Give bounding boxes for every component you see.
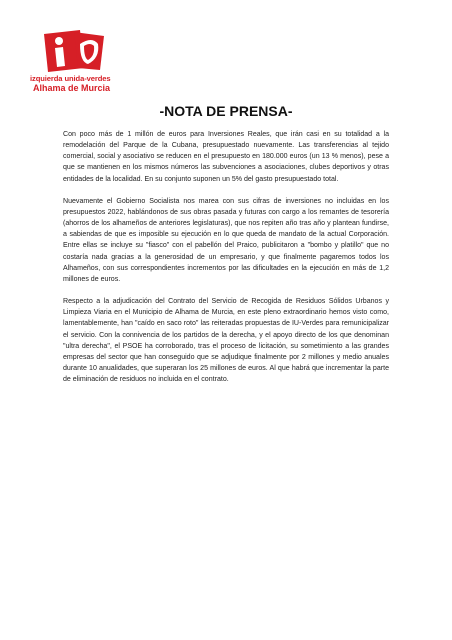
press-release-body	[63, 129, 389, 396]
page-title: -NOTA DE PRENSA-	[159, 103, 293, 119]
paragraph: Nuevamente el Gobierno Socialista nos marea con sus cifras de inversiones no incluidas en los presupuestos 2022, hablándonos de sus obras pasada y futuras con cargo a los remantes de tesorería (ahorros de los alhameños de anteriores legislaturas), que nos repiten año tras año y plantean fundirse, a sabiendas de que es imposible su ejecución en lo que queda de mandato de la actual Corporación. Entre ellas se incluye su "fiasco" con el pabellón del Praico, publicitaron a "bombo y platillo" que no costaría nada gracias a la generosidad de un empresario, y que finalmente pagaremos todos los Alhameños, con sus correspondientes incrementos por las dificultades en la ejecución en más de 1,2 millones de euros.	[63, 197, 389, 283]
paragraph: Con poco más de 1 millón de euros para Inversiones Reales, que irán casi en su totalidad a la remodelación del Parque de la Cubana, presupuestado nuevamente. Las transferencias al tejido comercial, social y asociativo se reducen en el presupuesto en 180.000 euros (un 13 % menos), pese a que se mantienen en los mismos números las subvenciones a asociaciones, clubes deportivos y otras entidades de la localidad. En su conjunto suponen un 5% del gasto presupuestado total.	[63, 131, 389, 183]
logo-location: Alhama de Murcia	[33, 83, 111, 93]
paragraph: Respecto a la adjudicación del Contrato del Servicio de Recogida de Residuos Sólidos Urbanos y Limpieza Viaria en el Municipio de Alhama de Murcia, en este pleno extraordinario hemos visto como, lamentablemente, han "caído en saco roto" las reiteradas propuestas de IU-Verdes para remunicipalizar el servicio. Con la connivencia de los partidos de la derecha, y el apoyo directo de los que denominan "ultra derecha", el PSOE ha corroborado, tras el proceso de licitación, su sometimiento a las grandes empresas del sector que han conseguido que se adjudique finalmente por 2 millones y medio anuales durante 10 anualidades, que superaran los 25 millones de euros. Al que habrá que incrementar la parte de eliminación de residuos no incluida en el contrato.	[63, 298, 389, 384]
party-emblem-icon	[40, 28, 110, 74]
party-logo	[30, 28, 114, 98]
logo-org-name: izquierda unida-verdes	[30, 74, 111, 83]
